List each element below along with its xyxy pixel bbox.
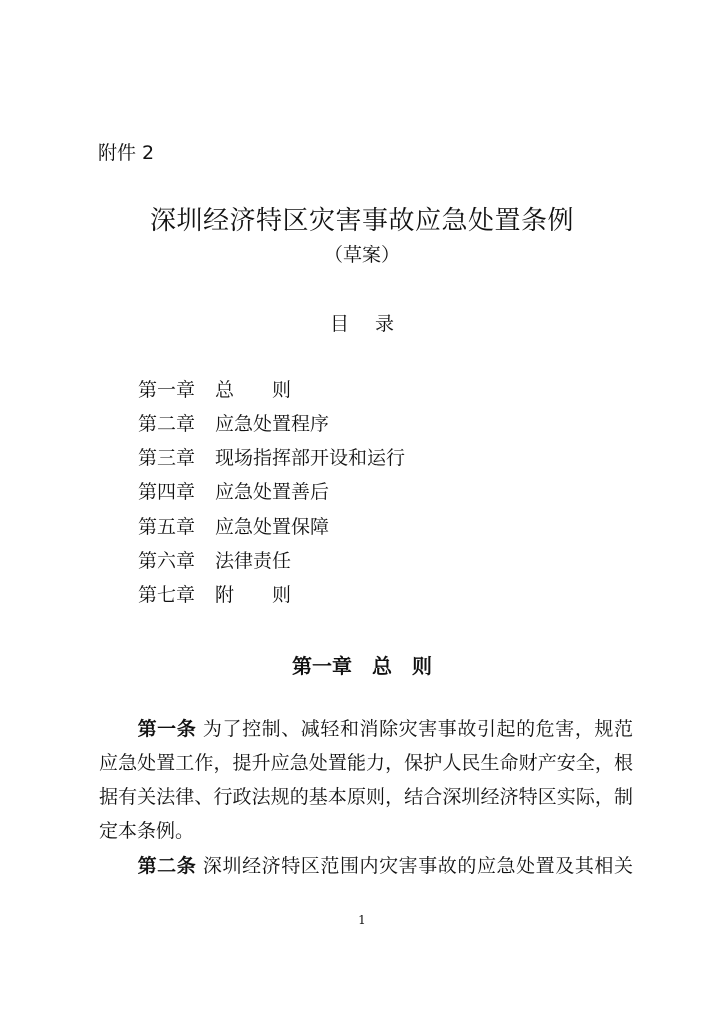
toc-item — [138, 546, 291, 573]
article-text: 深圳经济特区范围内灾害事故的应急处置及其相关 — [202, 855, 633, 877]
toc-chapter-title: 现场指挥部开设和运行 — [215, 447, 406, 469]
chapter-heading: 第一章 总 则 — [292, 654, 432, 678]
toc-chapter-number: 第二章 — [138, 413, 196, 435]
toc-chapter-title: 应急处置程序 — [215, 413, 330, 435]
toc-chapter-number: 第五章 — [138, 516, 196, 538]
toc-item — [138, 375, 291, 402]
toc-chapter-title: 总 则 — [215, 379, 292, 401]
article-label: 第一条 — [137, 718, 197, 740]
article-label: 第二条 — [137, 855, 197, 877]
toc-chapter-title: 应急处置善后 — [215, 481, 330, 503]
article-text: 为了控制、减轻和消除灾害事故引起的危害，规范 — [202, 718, 633, 740]
toc-chapter-title: 应急处置保障 — [215, 516, 330, 538]
toc-item — [138, 512, 329, 539]
toc-item — [138, 477, 329, 504]
article-line — [99, 851, 633, 878]
attachment-label: 附件 2 — [98, 142, 155, 164]
toc-chapter-title: 法律责任 — [215, 550, 292, 572]
document-subtitle: （草案） — [323, 244, 400, 266]
article-line: 据有关法律、行政法规的基本原则，结合深圳经济特区实际，制 — [99, 786, 633, 808]
document-title: 深圳经济特区灾害事故应急处置条例 — [149, 206, 574, 236]
toc-heading: 目录 — [329, 313, 420, 335]
toc-chapter-number: 第三章 — [138, 447, 196, 469]
toc-item — [138, 580, 291, 607]
toc-item — [138, 443, 405, 470]
article-line — [99, 714, 633, 741]
article-line: 定本条例。 — [99, 820, 195, 842]
page-number: 1 — [358, 913, 366, 927]
article-line: 应急处置工作，提升应急处置能力，保护人民生命财产安全，根 — [99, 752, 633, 774]
toc-item — [138, 409, 329, 436]
toc-chapter-title: 附 则 — [215, 584, 292, 606]
toc-chapter-number: 第一章 — [138, 379, 196, 401]
toc-chapter-number: 第七章 — [138, 584, 196, 606]
toc-chapter-number: 第六章 — [138, 550, 196, 572]
toc-chapter-number: 第四章 — [138, 481, 196, 503]
